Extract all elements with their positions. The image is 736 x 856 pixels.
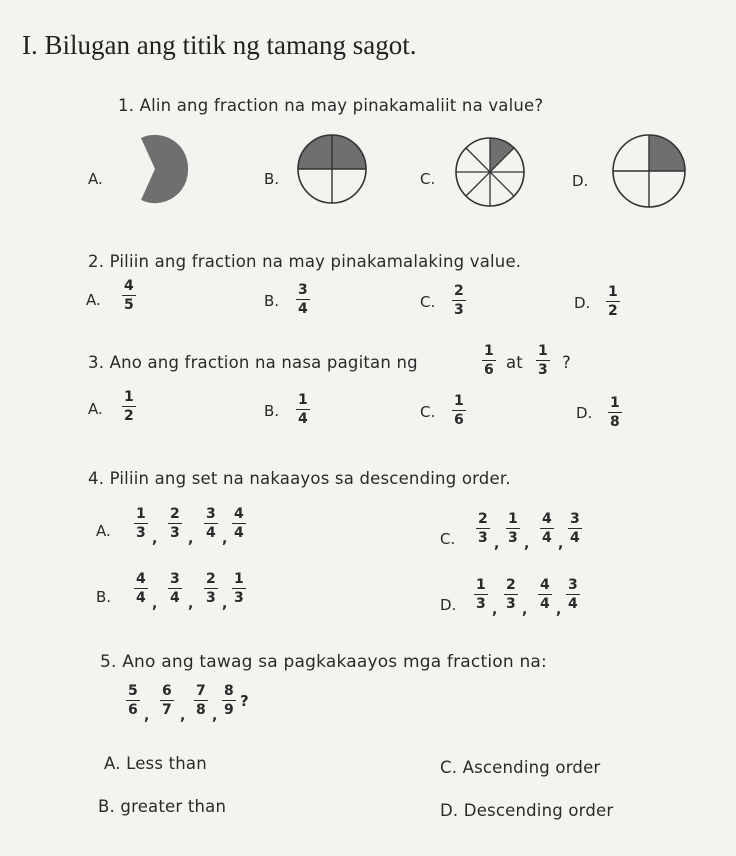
q2-option-b-fraction[interactable]: 3 4 (298, 282, 308, 317)
q2-option-a-label[interactable]: A. (86, 291, 101, 309)
q5-option-b[interactable]: B. greater than (98, 797, 227, 816)
q3-option-b-fraction[interactable]: 1 4 (298, 392, 308, 427)
q3-word-at: at (506, 353, 523, 372)
q1-a-shaded-part (141, 135, 188, 169)
q4-option-b-label[interactable]: B. (96, 588, 112, 606)
q1-option-d-circle[interactable] (604, 131, 694, 211)
q3-option-d-fraction[interactable]: 1 8 (610, 395, 620, 430)
q1-option-a-circle[interactable] (114, 132, 196, 206)
q3-option-c-label[interactable]: C. (420, 403, 436, 421)
q2-option-d-label[interactable]: D. (574, 294, 591, 312)
q3-option-b-label[interactable]: B. (264, 402, 280, 420)
q1-option-b-label[interactable]: B. (264, 170, 280, 188)
question-5-prompt: 5. Ano ang tawag sa pagkakaayos mga fraction na: (100, 652, 547, 672)
q1-option-c-label[interactable]: C. (420, 170, 436, 188)
question-1-prompt: 1. Alin ang fraction na may pinakamaliit na value? (118, 96, 544, 115)
q2-option-d-fraction[interactable]: 1 2 (608, 284, 618, 319)
q4-option-b-set[interactable]: 4 4 , 3 4 , 2 3 , 1 3 (136, 571, 244, 612)
q4-option-a-label[interactable]: A. (96, 522, 111, 540)
q5-option-c[interactable]: C. Ascending order (440, 758, 601, 777)
q3-prompt-fraction-2: 1 3 (538, 343, 548, 378)
q1-option-d-label[interactable]: D. (572, 172, 589, 190)
question-4-prompt: 4. Piliin ang set na nakaayos sa descending order. (88, 469, 511, 488)
q3-prompt-fraction-1: 1 6 (484, 343, 494, 378)
q2-option-b-label[interactable]: B. (264, 292, 280, 310)
q3-option-c-fraction[interactable]: 1 6 (454, 393, 464, 428)
q3-option-d-label[interactable]: D. (576, 404, 593, 422)
q1-option-b-circle[interactable] (290, 131, 374, 207)
q1-option-a-label[interactable]: A. (88, 170, 103, 188)
q3-option-a-label[interactable]: A. (88, 400, 103, 418)
q2-option-a-fraction[interactable]: 4 5 (124, 278, 134, 313)
q1-option-c-circle[interactable] (446, 134, 534, 210)
question-2-prompt: 2. Piliin ang fraction na may pinakamalaking value. (88, 252, 522, 271)
q4-option-d-set[interactable]: 1 3 , 2 3 , 4 4 , 3 4 (476, 577, 578, 618)
q2-option-c-fraction[interactable]: 2 3 (454, 283, 464, 318)
page-title: I. Bilugan ang titik ng tamang sagot. (22, 30, 417, 60)
q1-c-shaded-part (490, 138, 514, 172)
q3-option-a-fraction[interactable]: 1 2 (124, 389, 134, 424)
q5-option-d[interactable]: D. Descending order (440, 801, 614, 820)
q5-fraction-sequence: 5 6 , 6 7 , 7 8 , 8 9 ? (128, 683, 249, 724)
q4-option-d-label[interactable]: D. (440, 596, 457, 614)
q4-option-c-set[interactable]: 2 3 , 1 3 , 4 4 , 3 4 (478, 511, 580, 552)
q1-a-shaded-part (141, 169, 188, 203)
q3-question-mark: ? (562, 353, 571, 372)
question-3-prompt: 3. Ano ang fraction na nasa pagitan ng (88, 353, 418, 372)
q4-option-a-set[interactable]: 1 3 , 2 3 , 3 4 , 4 4 (136, 506, 244, 547)
q2-option-c-label[interactable]: C. (420, 293, 436, 311)
q5-option-a[interactable]: A. Less than (104, 754, 207, 773)
q4-option-c-label[interactable]: C. (440, 530, 456, 548)
